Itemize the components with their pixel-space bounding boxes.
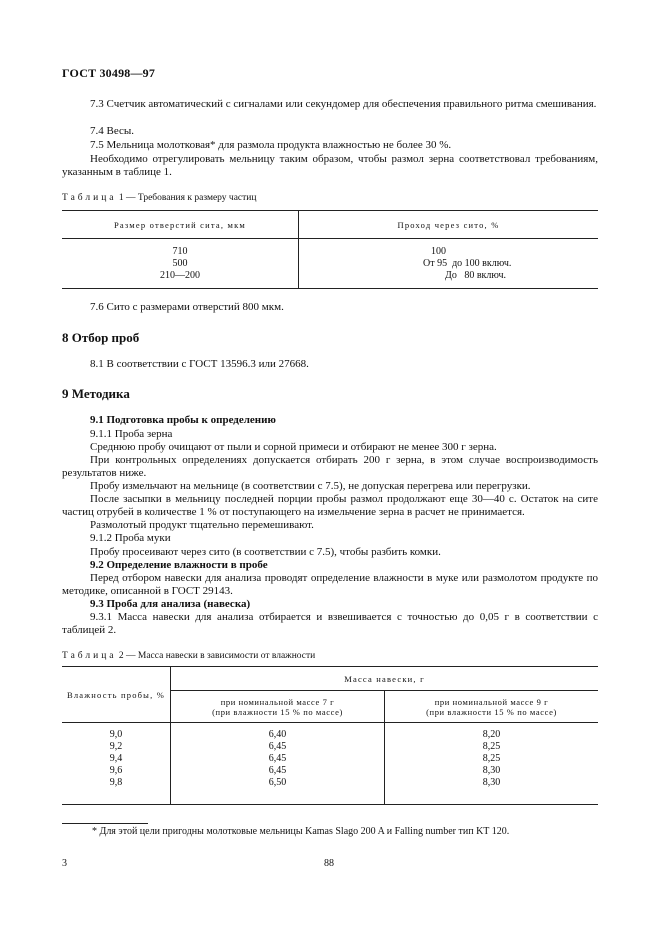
- table1-size-cell: [62, 239, 299, 289]
- table2-mass9-value: 8,30: [482, 765, 501, 776]
- paragraph-7-3: 7.3 Счетчик автоматический с сигналами или секундомер для обеспечения правильного ритма смешивания.: [90, 98, 597, 110]
- subsection-9-1-title: 9.1 Подготовка пробы к определению: [90, 414, 276, 426]
- table2-moisture-value: 9,0: [109, 729, 123, 740]
- table2-mass7-value: 6,50: [268, 777, 287, 788]
- table2-header-mass9-line1: при номинальной массе 9 г: [434, 696, 549, 707]
- table2-mass7-cell: [171, 723, 385, 805]
- paragraph-9-1-1-c: Пробу измельчают на мельнице (в соответствии с 7.5), не допуская перегрева или перегрузки.: [90, 480, 531, 492]
- sheet-number: 3: [62, 858, 67, 869]
- subsection-9-1-1: 9.1.1 Проба зерна: [90, 428, 173, 440]
- table1-pass-row: От 95 до 100 включ.: [423, 257, 512, 269]
- table2-mass9-cell: [385, 723, 599, 805]
- table1-pass-row: До 80 включ.: [445, 269, 507, 281]
- section-8-title: 8 Отбор проб: [62, 330, 140, 345]
- table2-moisture-value: 9,2: [109, 741, 123, 752]
- paragraph-9-1-2: Пробу просеивают через сито (в соответствии с 7.5), чтобы разбить комки.: [90, 546, 441, 558]
- paragraph-8-1: 8.1 В соответствии с ГОСТ 13596.3 или 27668.: [90, 358, 309, 370]
- table2-mass7-value: 6,45: [268, 765, 287, 776]
- table1-header-pass: Проход через сито, %: [299, 211, 599, 239]
- section-9-title: 9 Методика: [62, 386, 130, 401]
- table-sample-mass: [62, 666, 598, 805]
- table2-header-mass7-line1: при номинальной массе 7 г: [220, 696, 335, 707]
- paragraph-9-1-1-b: При контрольных определениях допускается отбирать 200 г зерна, в этом случае воспроизводимость результатов ниже.: [62, 454, 598, 480]
- table2-moisture-value: 9,4: [109, 753, 123, 764]
- table1-pass-cell: [299, 239, 599, 289]
- table2-mass7-value: 6,40: [268, 729, 287, 740]
- table1-caption: [62, 193, 256, 203]
- table2-header-mass7: [171, 691, 385, 723]
- table2-moisture-cell: [62, 723, 171, 805]
- table2-mass9-value: 8,20: [482, 729, 501, 740]
- table2-header-moisture: Влажность пробы, %: [62, 667, 171, 723]
- subsection-9-3-title: 9.3 Проба для анализа (навеска): [90, 598, 251, 610]
- table1-size-row: 710: [172, 245, 188, 257]
- table2-caption-prefix: Таблица: [62, 651, 117, 661]
- paragraph-9-2: Перед отбором навески для анализа проводят определение влажности в муке или размолотом продукте по методике, описанной в ГОСТ 29143.: [62, 572, 598, 598]
- table2-mass7-value: 6,45: [268, 741, 287, 752]
- table2-header-mass9: [385, 691, 599, 723]
- table1-pass-row: 100: [431, 245, 446, 257]
- table2-mass9-value: 8,25: [482, 753, 501, 764]
- table-particle-size: [62, 210, 598, 289]
- table1-header-size: Размер отверстий сита, мкм: [62, 211, 299, 239]
- table2-mass7-value: 6,45: [268, 753, 287, 764]
- paragraph-7-5: 7.5 Мельница молотковая* для размола продукта влажностью не более 30 %.: [90, 139, 452, 151]
- page-number: 88: [324, 858, 334, 869]
- paragraph-9-1-1-d: После засыпки в мельницу последней порции пробы размол продолжают еще 30—40 с. Остаток на сите частиц отрубей в количестве 1 % от поступающего на измельчение зерна в расчет не принимается.: [62, 493, 598, 519]
- paragraph-9-3-1: 9.3.1 Масса навески для анализа отбирается и взвешивается с точностью до 0,05 г в соответствии с таблицей 2.: [62, 611, 598, 637]
- paragraph-7-4: 7.4 Весы.: [90, 125, 135, 137]
- paragraph-7-6: 7.6 Сито с размерами отверстий 800 мкм.: [90, 301, 284, 313]
- table2-mass9-value: 8,25: [482, 741, 501, 752]
- table2-header-mass9-line2: (при влажности 15 % по массе): [426, 706, 557, 717]
- table2-moisture-value: 9,6: [109, 765, 123, 776]
- table1-caption-prefix: Таблица: [62, 193, 117, 203]
- table2-caption: [62, 651, 315, 661]
- paragraph-9-1-1-e: Размолотый продукт тщательно перемешивают.: [90, 519, 314, 531]
- table2-moisture-value: 9,8: [109, 777, 123, 788]
- footnote-divider: [62, 823, 148, 824]
- table1-size-row: 210—200: [160, 269, 200, 281]
- footnote: * Для этой цели пригодны молотковые мельницы Kamas Slago 200 A и Falling number тип KT 120.: [92, 826, 510, 837]
- paragraph-mill-adjust: Необходимо отрегулировать мельницу таким образом, чтобы размол зерна соответствовал требованиям, указанным в таблице 1.: [62, 153, 598, 179]
- table1-caption-text: 1 — Требования к размеру частиц: [118, 193, 257, 203]
- page-header: ГОСТ 30498—97: [62, 66, 156, 80]
- table2-header-mass7-line2: (при влажности 15 % по массе): [212, 706, 343, 717]
- subsection-9-2-title: 9.2 Определение влажности в пробе: [90, 559, 268, 571]
- table2-caption-text: 2 — Масса навески в зависимости от влажности: [118, 651, 316, 661]
- table2-header-mass-group: Масса навески, г: [171, 667, 599, 691]
- table1-size-row: 500: [172, 257, 188, 269]
- paragraph-9-1-1-a: Среднюю пробу очищают от пыли и сорной примеси и отбирают не менее 300 г зерна.: [90, 441, 497, 453]
- table2-mass9-value: 8,30: [482, 777, 501, 788]
- subsection-9-1-2: 9.1.2 Проба муки: [90, 532, 171, 544]
